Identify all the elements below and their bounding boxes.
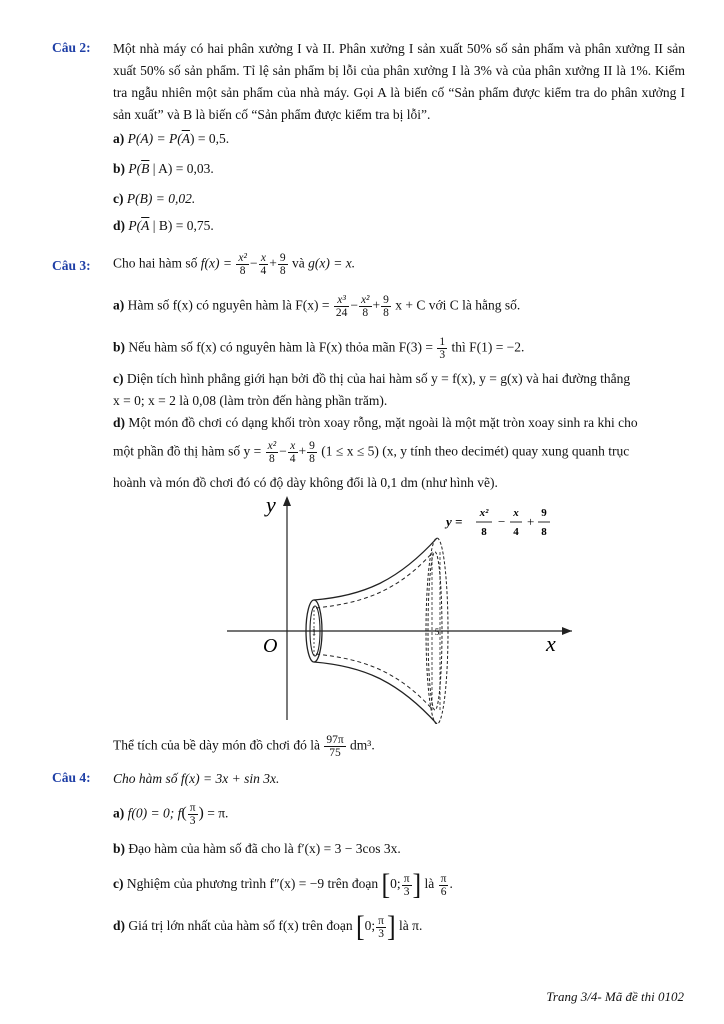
- q4-option-d: d) Giá trị lớn nhất của hàm số f(x) trên đoạn [0; $\frac{\pi}{3}$ ] là π.: [113, 909, 423, 944]
- toy-figure: [222, 492, 578, 724]
- curve-label-frac1-den: 8: [481, 526, 487, 538]
- inner-curve-bottom: [316, 654, 433, 710]
- q3-option-d-formula: một phần đồ thị hàm số y = $\frac{\text{x²}}{8}$ − $\frac{x}{4}$ + $\frac{9}{8}$ (1 ≤ x ≤ 5) (x, y tính theo decimét) quay xung quanh trục: [113, 440, 630, 465]
- q3-option-d-cont: hoành và món đồ chơi đó có độ dày không đổi là 0,1 dm (như hình vẽ).: [113, 475, 498, 490]
- question-4-label: Câu 4:: [52, 770, 91, 785]
- q2-option-d: d) $P(\overline{A}$ | B) = 0,75.: [113, 218, 214, 233]
- q4-option-c: c) Nghiệm của phương trình f″(x) = −9 trên đoạn [0; $\frac{\pi}{3}$ ] là $\frac{\pi}{6}$ .: [113, 867, 453, 902]
- q3-option-d: d) Một món đồ chơi có dạng khối tròn xoay rỗng, mặt ngoài là một mặt tròn xoay sinh ra khi cho: [113, 415, 638, 430]
- question-2-stem: Một nhà máy có hai phân xưởng I và II. Phân xưởng I sản xuất 50% số sản phẩm và phân xưởng II sản xuất 50% số sản phẩm. Tỉ lệ sản phẩm bị lỗi của phân xưởng I là 3% và của phân xưởng II là 1%. Kiểm tra ngẫu nhiên một sản phẩm của nhà máy. Gọi A là biến cố “Sản phẩm được kiểm tra do phân xưởng I sản xuất” và B là biến cố “Sản phẩm được kiểm tra bị lỗi”.: [113, 41, 685, 122]
- q4-option-a: a) f(0) = 0; f( $\frac{\pi}{3}$ ) = π.: [113, 802, 229, 827]
- origin-label: O: [263, 635, 278, 657]
- q2-option-a: a) $P(A) = P(\overline{A}) = 0,5$.: [113, 131, 230, 146]
- q3-volume-statement: Thể tích của bề dày món đồ chơi đó là $\frac{97\pi}{75}$ dm³.: [113, 734, 375, 759]
- q3-option-a: a) Hàm số f(x) có nguyên hàm là F(x) = $\frac{\text{x³}}{24}$ − $\frac{\text{x²}}{8}$ + $\frac{9}{8}$ x + C với C là hằng số.: [113, 294, 521, 319]
- tick-1-label: 1: [311, 627, 317, 637]
- q3-option-b: b) Nếu hàm số f(x) có nguyên hàm là F(x) thỏa mãn F(3) = $\frac{1}{3}$ thì F(1) = −2.: [113, 336, 525, 361]
- q2-option-c: c) P(B) = 0,02.: [113, 191, 196, 206]
- q3-option-c: c) Diện tích hình phẳng giới hạn bởi đồ thị của hai hàm số y = f(x), y = g(x) và hai đường thẳng: [113, 371, 631, 386]
- q3-option-c-cont: x = 0; x = 2 là 0,08 (làm tròn đến hàng phần trăm).: [113, 393, 388, 408]
- q2-option-b: b) $P(\overline{B}$ | A) = 0,03.: [113, 161, 214, 176]
- curve-label-frac1-num: x²: [479, 507, 489, 519]
- outer-curve-top: [314, 538, 437, 600]
- curve-label-y: y =: [446, 514, 463, 529]
- curve-label-minus: −: [498, 514, 506, 529]
- curve-label-frac3-den: 8: [541, 526, 547, 538]
- x-axis-arrow: [562, 627, 572, 635]
- question-4-stem: Cho hàm số f(x) = 3x + sin 3x.: [113, 771, 280, 786]
- y-axis-label: y: [266, 492, 276, 517]
- curve-label-frac2-den: 4: [513, 526, 519, 538]
- q4-option-b: b) Đạo hàm của hàm số đã cho là f′(x) = 3 − 3cos 3x.: [113, 841, 401, 856]
- page-footer: Trang 3/4- Mã đề thi 0102: [546, 989, 684, 1004]
- y-axis-arrow: [283, 496, 291, 506]
- curve-label-frac2-num: x: [513, 507, 519, 519]
- question-2-label: Câu 2:: [52, 40, 91, 55]
- x-axis-label: x: [546, 631, 556, 656]
- inner-curve-top: [316, 552, 433, 608]
- question-3-label: Câu 3:: [52, 258, 91, 273]
- outer-curve-bottom: [314, 662, 437, 724]
- curve-label-frac3-num: 9: [541, 507, 547, 519]
- tick-5-label: 5: [434, 627, 440, 637]
- question-3-stem: Cho hai hàm số f(x) = $\frac{\text{x²}}{8}$ − $\frac{x}{4}$ + $\frac{9}{8}$ và g(x) = x.: [113, 252, 356, 277]
- curve-label-plus: +: [527, 514, 535, 529]
